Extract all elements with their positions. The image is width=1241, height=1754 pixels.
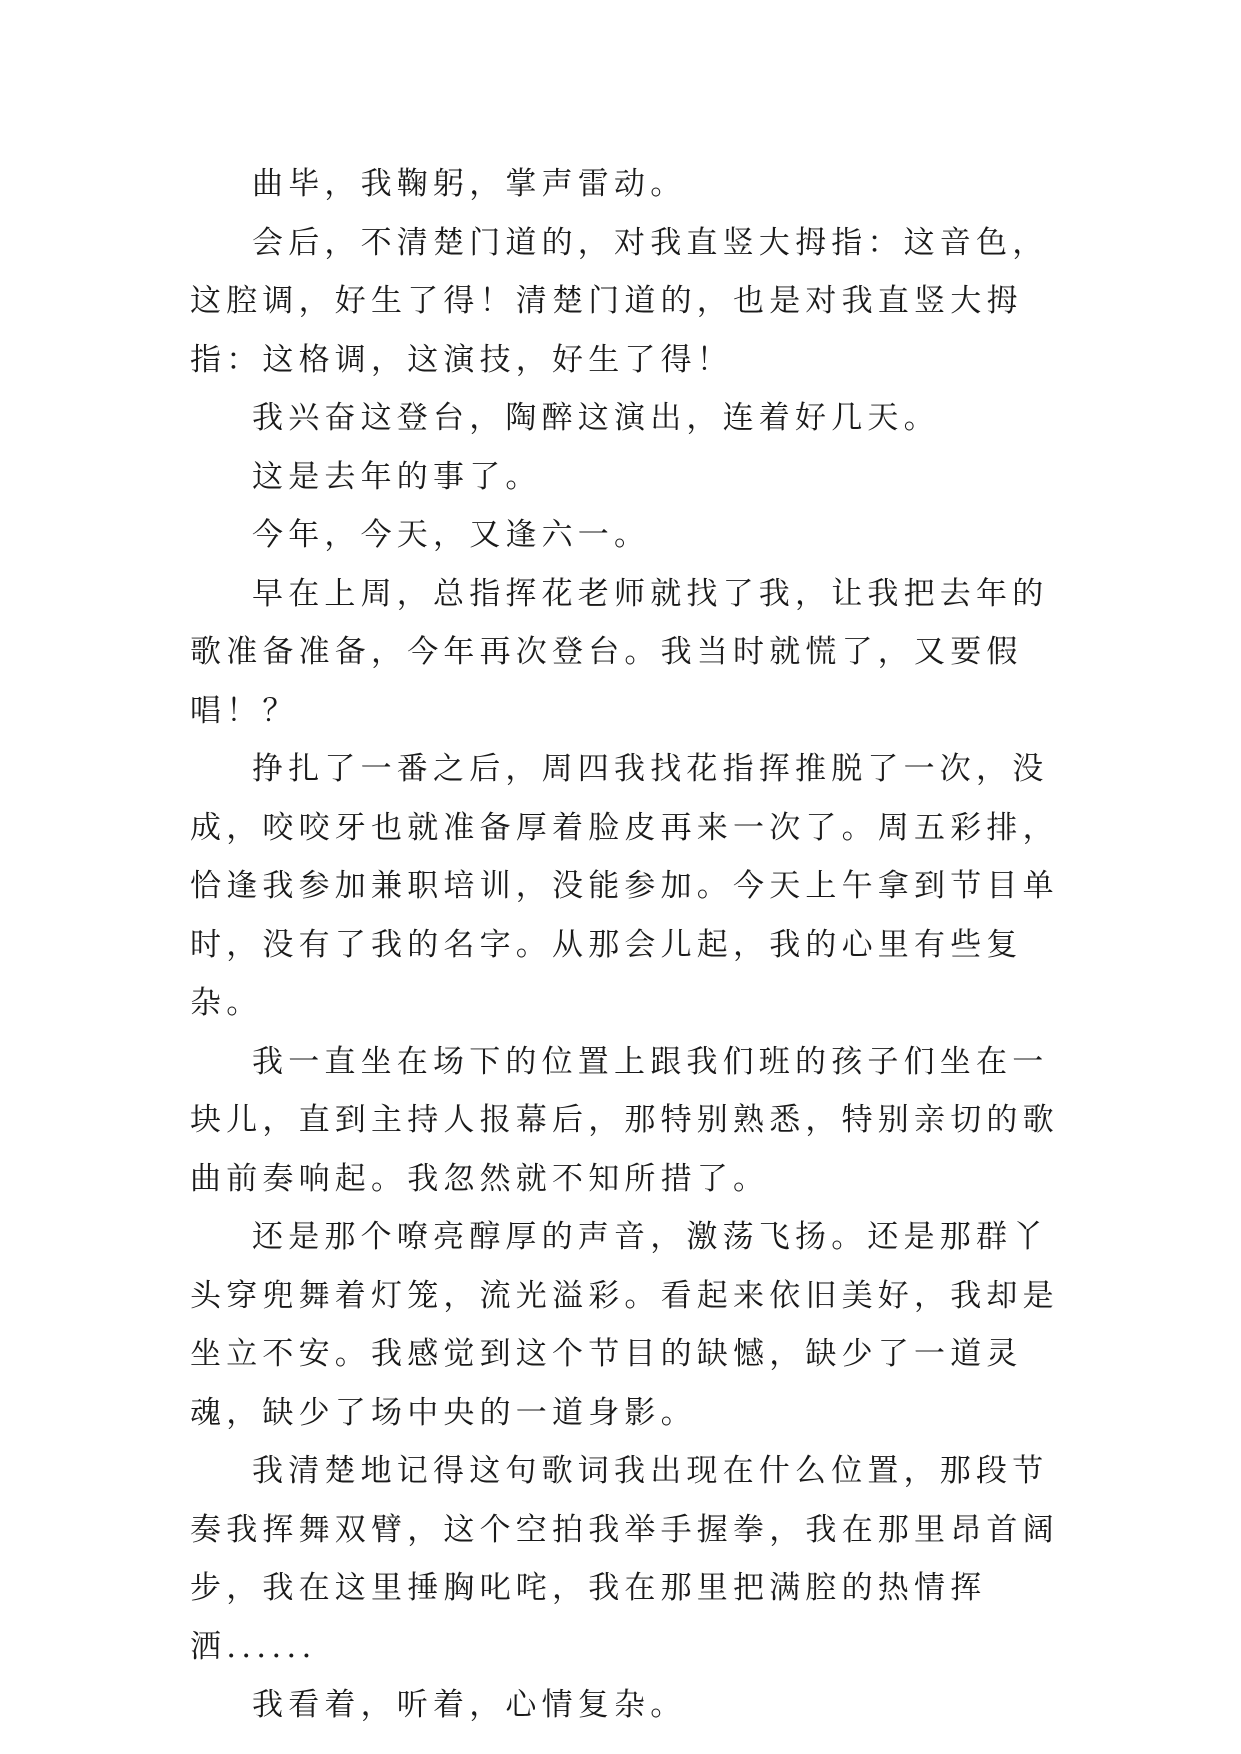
paragraph-1: 曲毕，我鞠躬，掌声雷动。 [252,166,687,202]
paragraph-9: 还是那个嘹亮醇厚的声音，激荡飞扬。还是那群丫头穿兜舞着灯笼，流光溢彩。看起来依旧美好，我却是坐立不安。我感觉到这个节目的缺憾，缺少了一道灵魂，缺少了场中央的一道身影。 [190,1219,1059,1431]
paragraph-7: 挣扎了一番之后，周四我找花指挥推脱了一次，没成，咬咬牙也就准备厚着脸皮再来一次了。周五彩排，恰逢我参加兼职培训，没能参加。今天上午拿到节目单时，没有了我的名字。从那会儿起，我的心里有些复杂。 [190,751,1059,1021]
paragraph-3: 我兴奋这登台，陶醉这演出，连着好几天。 [252,400,940,436]
paragraph-5: 今年，今天，又逢六一。 [252,517,651,553]
document-page [190,155,1070,1735]
paragraph-8: 我一直坐在场下的位置上跟我们班的孩子们坐在一块儿，直到主持人报幕后，那特别熟悉，特别亲切的歌曲前奏响起。我忽然就不知所措了。 [190,1043,1059,1197]
paragraph-6: 早在上周，总指挥花老师就找了我，让我把去年的歌准备准备，今年再次登台。我当时就慌了，又要假唱！？ [190,575,1049,729]
paragraph-4: 这是去年的事了。 [252,458,542,495]
paragraph-11: 我看着，听着，心情复杂。 [252,1687,687,1723]
paragraph-10: 我清楚地记得这句歌词我出现在什么位置，那段节奏我挥舞双臂，这个空拍我举手握拳，我在那里昂首阔步，我在这里捶胸叱咤，我在那里把满腔的热情挥洒...... [190,1453,1059,1665]
paragraph-2: 会后，不清楚门道的，对我直竖大拇指：这音色，这腔调，好生了得！清楚门道的，也是对我直竖大拇指：这格调，这演技，好生了得！ [190,224,1049,378]
